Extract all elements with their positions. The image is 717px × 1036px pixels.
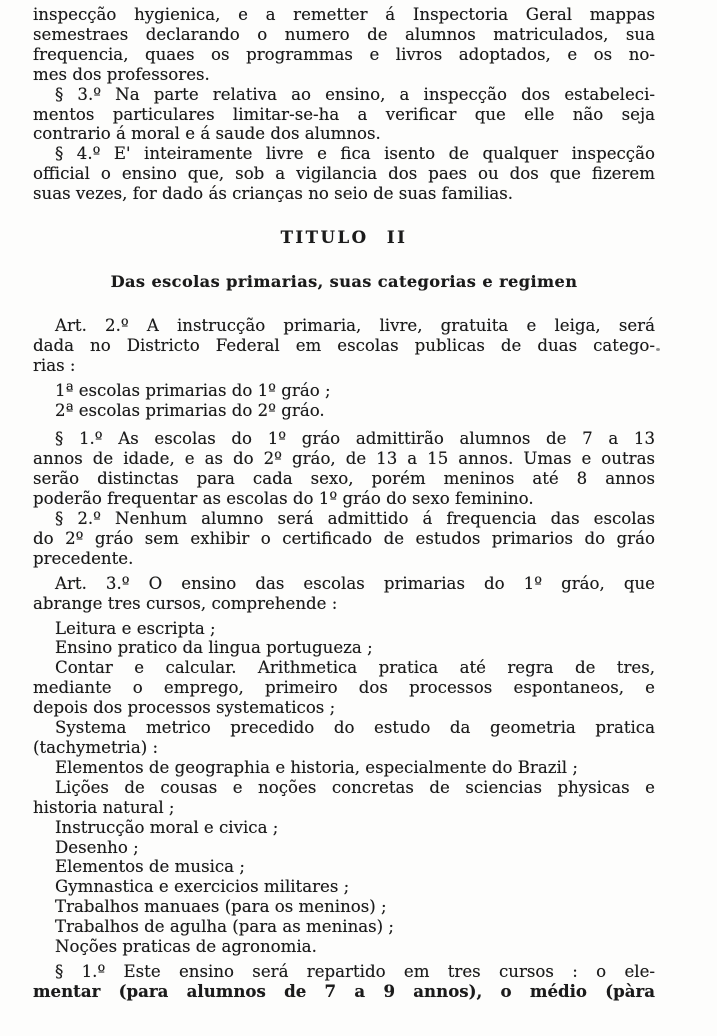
text-line: (tachymetria) : [33, 738, 159, 757]
text-line: Ensino pratico da lingua portugueza ; [55, 638, 373, 658]
text-line: 1ª escolas primarias do 1º gráo ; [55, 380, 331, 400]
list-line [33, 937, 655, 957]
text-line: serão distinctas para cada sexo, porém meninos até 8 annos [33, 469, 655, 489]
list-line [33, 838, 655, 858]
text-line: semestraes declarando o numero de alumnos matriculados, sua [33, 24, 655, 44]
title-heading: TITULO II [280, 227, 408, 248]
text-line: Lições de cousas e noções concretas de sciencias physicas e [55, 777, 655, 797]
paragraph [33, 509, 655, 569]
text-line: § 4.º E' inteiramente livre e fica isento de qualquer inspecção [55, 144, 655, 164]
list-line [33, 619, 655, 639]
text-line: Trabalhos de agulha (para as meninas) ; [55, 917, 395, 937]
paragraph [33, 5, 655, 85]
text-line: Art. 3.º O ensino das escolas primarias do 1º gráo, que [55, 573, 655, 593]
text-line: abrange tres cursos, comprehende : [33, 593, 338, 613]
text-line: § 1.º Este ensino será repartido em tres cursos : o ele- [55, 961, 655, 981]
list-line [33, 917, 655, 937]
text-line: Desenho ; [55, 837, 139, 857]
text-line: § 3.º Na parte relativa ao ensino, a inspecção dos estabeleci- [55, 84, 655, 104]
paragraph [33, 429, 655, 509]
text-line: mediante o emprego, primeiro dos processos espontaneos, e [33, 678, 655, 698]
list-line [33, 818, 655, 838]
list-line [33, 857, 655, 877]
list-line [33, 758, 655, 778]
text-line: mentar (para alumnos de 7 a 9 annos), o médio (pàra [33, 980, 655, 1001]
scan-artifact [656, 348, 660, 351]
text-line: Systema metrico precedido do estudo da geometria pratica [55, 718, 655, 738]
text-line: mes dos professores. [33, 64, 210, 84]
section-subheading: Das escolas primarias, suas categorias e regimen [110, 271, 578, 291]
list-line [33, 381, 655, 401]
text-line: rias : [33, 355, 76, 375]
text-line: Elementos de musica ; [55, 857, 245, 877]
list-line [33, 638, 655, 658]
text-line: depois dos processos systematicos ; [33, 698, 336, 718]
text-line: dada no Districto Federal em escolas publicas de duas catego- [33, 335, 655, 355]
text-column [33, 5, 655, 1002]
text-line: Instrucção moral e civica ; [55, 817, 279, 837]
paragraph [33, 316, 655, 376]
text-line: official o ensino que, sob a vigilancia dos paes ou dos que fizerem [33, 164, 655, 184]
text-line: Noções praticas de agronomia. [55, 937, 317, 957]
list-line [33, 877, 655, 897]
paragraph [33, 778, 655, 818]
text-line: Art. 2.º A instrucção primaria, livre, gratuita e leiga, será [55, 315, 655, 335]
text-line: § 2.º Nenhum alumno será admittido á frequencia das escolas [55, 509, 655, 529]
text-line: Leitura e escripta ; [55, 618, 216, 638]
paragraph [33, 962, 655, 1002]
text-line: inspecção hygienica, e a remetter á Inspectoria Geral mappas [33, 5, 655, 24]
paragraph [33, 85, 655, 145]
text-line: historia natural ; [33, 797, 175, 817]
text-line: § 1.º As escolas do 1º gráo admittirão alumnos de 7 a 13 [55, 429, 655, 449]
text-line: do 2º gráo sem exhibir o certificado de estudos primarios do gráo [33, 528, 655, 548]
text-line: precedente. [33, 548, 134, 568]
text-line: frequencia, quaes os programmas e livros adoptados, e os no- [33, 44, 655, 64]
text-line: Elementos de geographia e historia, especialmente do Brazil ; [55, 757, 578, 777]
text-line: contrario á moral e á saude dos alumnos. [33, 124, 381, 144]
list-line [33, 897, 655, 917]
text-line: suas vezes, for dado ás crianças no seio de suas familias. [33, 184, 514, 204]
paragraph [33, 144, 655, 204]
paragraph [33, 574, 655, 614]
text-line: mentos particulares limitar-se-ha a verificar que elle não seja [33, 104, 655, 124]
text-line: Trabalhos manuaes (para os meninos) ; [55, 897, 387, 917]
text-line: annos de idade, e as do 2º gráo, de 13 a 15 annos. Umas e outras [33, 449, 655, 469]
list-line [33, 401, 655, 421]
text-line: poderão frequentar as escolas do 1º gráo do sexo feminino. [33, 489, 534, 509]
paragraph [33, 658, 655, 718]
text-line: 2ª escolas primarias do 2º gráo. [55, 400, 325, 420]
text-line: Gymnastica e exercicios militares ; [55, 877, 350, 897]
text-line: Contar e calcular. Arithmetica pratica até regra de tres, [55, 658, 655, 678]
paragraph [33, 718, 655, 758]
